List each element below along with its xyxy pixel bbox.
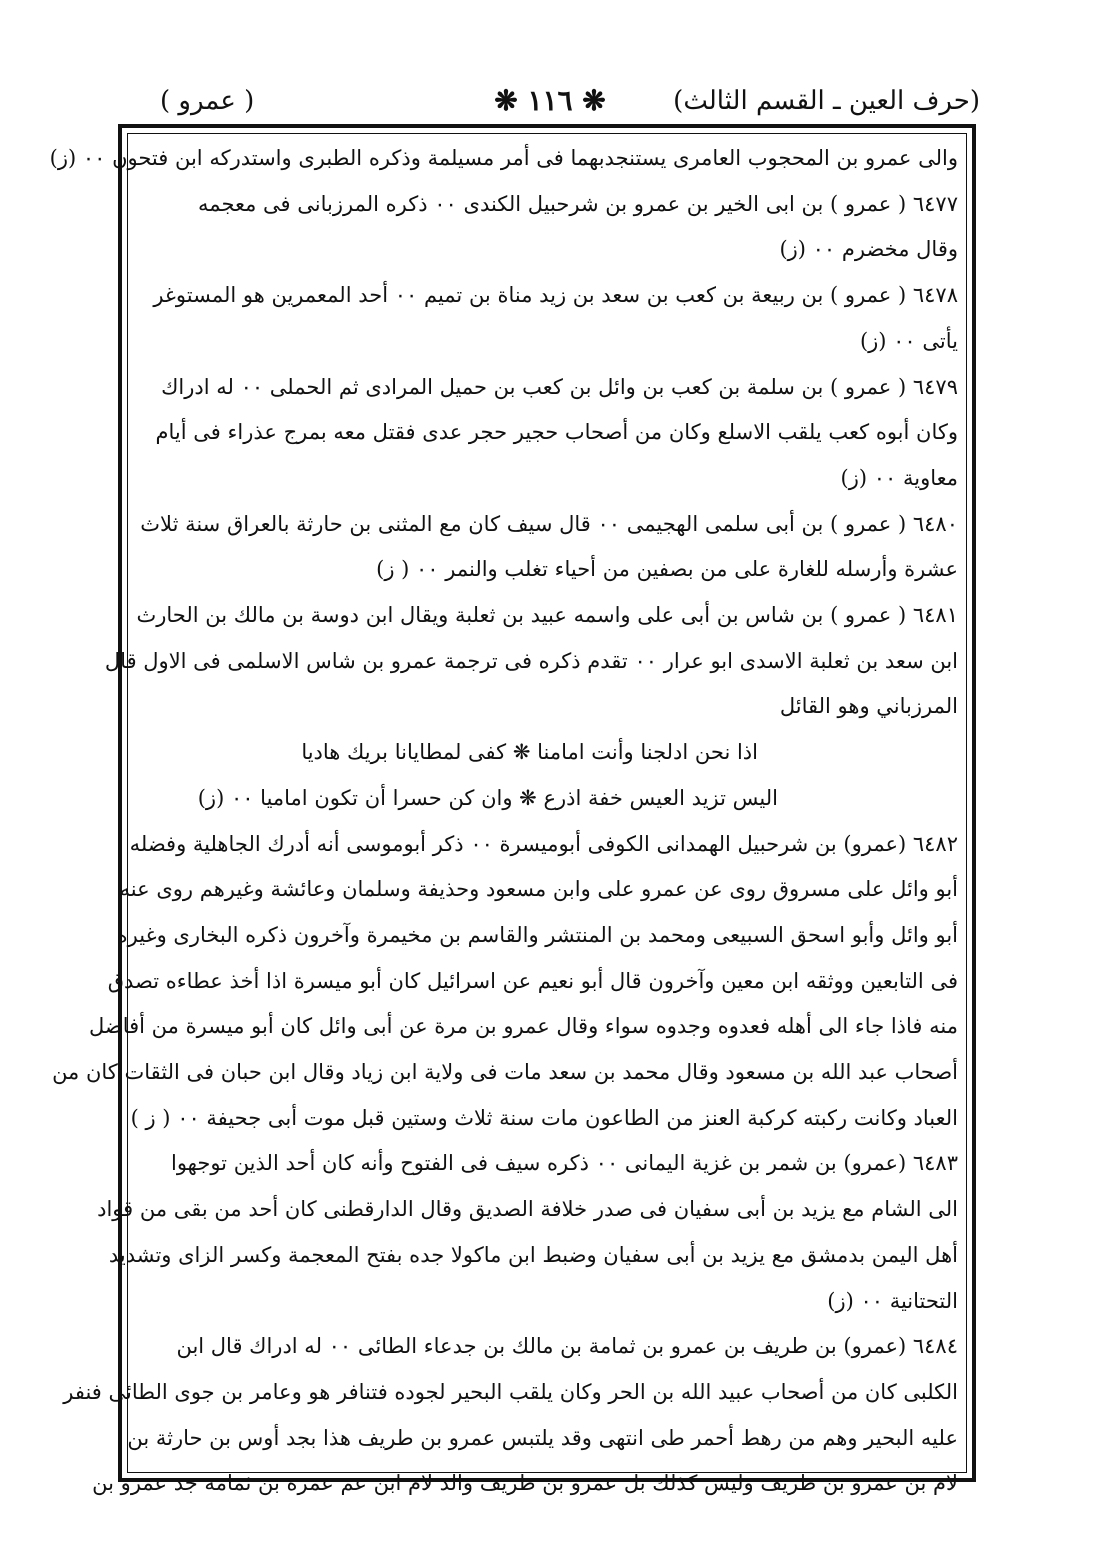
text-line: المرزباني وهو القائل — [779, 694, 958, 719]
entry-6480: ٦٤٨٠ ( عمرو ) بن أبى سلمى الهجيمى ٠٠ قال سيف كان مع المثنى بن حارثة بالعراق سنة ثلاث — [140, 511, 958, 536]
text-line: عليه البحير وهم من رهط أحمر طى انتهى وقد يلتبس عمرو بن طريف هذا بجد أوس بن حارثة بن — [127, 1425, 958, 1450]
entry-6478: ٦٤٧٨ ( عمرو ) بن ربيعة بن كعب بن سعد بن زيد مناة بن تميم ٠٠ أحد المعمرين هو المستوغر — [153, 283, 958, 308]
text-line: منه فاذا جاء الى أهله فعدوه وجدوه سواء وقال عمرو بن مرة عن أبى وائل كان أبو ميسرة من أفاضل — [88, 1014, 958, 1039]
text-line: فى التابعين ووثقه ابن معين وآخرون قال أبو نعيم عن اسرائيل كان أبو ميسرة اذا أخذ عطاءه تصدق — [107, 968, 958, 993]
text-line: أهل اليمن بدمشق مع يزيد بن أبى سفيان وضبط ابن ماكولا جده بفتح المعجمة وكسر الزاى وتشديد — [108, 1242, 958, 1267]
text-line: أبو وائل على مسروق روى عن عمرو على وابن مسعود وحذيفة وسلمان وعائشة وغيرهم روى عنه — [119, 877, 958, 902]
text-line: عشرة وأرسله للغارة على من بصفين من أحياء تغلب والنمر ٠٠ ( ز) — [376, 557, 958, 582]
entry-6483: ٦٤٨٣ (عمرو) بن شمر بن غزية اليمانى ٠٠ ذكره سيف فى الفتوح وأنه كان أحد الذين توجهوا — [170, 1151, 958, 1176]
entry-6482: ٦٤٨٢ (عمرو) بن شرحبيل الهمدانى الكوفى أبوميسرة ٠٠ ذكر أبوموسى أنه أدرك الجاهلية وفضله — [129, 831, 958, 856]
entry-6481: ٦٤٨١ ( عمرو ) بن شاس بن أبى على واسمه عبيد بن ثعلبة ويقال ابن دوسة بن مالك بن الحارث — [136, 603, 958, 628]
text-line: العباد وكانت ركبته كركبة العنز من الطاعون مات سنة ثلاث وستين قبل موت أبى جحيفة ٠٠ ( ز ) — [130, 1105, 958, 1130]
text-line: وكان أبوه كعب يلقب الاسلع وكان من أصحاب حجير حجر عدى فقتل معه بمرج عذراء فى أيام — [155, 420, 958, 445]
entry-6484: ٦٤٨٤ (عمرو) بن طريف بن عمرو بن ثمامة بن مالك بن جدعاء الطائى ٠٠ له ادراك قال ابن — [176, 1334, 958, 1359]
body-text — [49, 136, 970, 1507]
poem-verse-1: اذا نحن ادلجنا وأنت امامنا ❋ كفى لمطايانا بريك هاديا — [301, 740, 758, 765]
text-line: وقال مخضرم ٠٠ (ز) — [779, 237, 958, 262]
entry-6477: ٦٤٧٧ ( عمرو ) بن ابى الخير بن عمرو بن شرحبيل الكندى ٠٠ ذكره المرزبانى فى معجمه — [198, 191, 958, 216]
text-line: معاوية ٠٠ (ز) — [840, 465, 958, 490]
text-line: والى عمرو بن المحجوب العامرى يستنجدبهما فى أمر مسيلمة وذكره الطبرى واستدركه ابن فتحون ٠٠ (ز) — [49, 146, 958, 170]
page-header — [120, 82, 980, 122]
text-line: أبو وائل وأبو اسحق السبيعى ومحمد بن المنتشر والقاسم بن مخيمرة وآخرون ذكره البخارى وغيره — [116, 922, 958, 947]
text-line: الكلبى كان من أصحاب عبيد الله بن الحر وكان يلقب البحير لجوده فتنافر هو وعامر بن جوى الطائى فنفر — [63, 1379, 958, 1404]
running-head: ( عمرو ) — [160, 86, 255, 116]
entry-6479: ٦٤٧٩ ( عمرو ) بن سلمة بن كعب بن وائل بن كعب بن حميل المرادى ثم الحملى ٠٠ له ادراك — [161, 374, 958, 399]
text-line: يأتى ٠٠ (ز) — [859, 328, 958, 353]
text-line: الى الشام مع يزيد بن أبى سفيان فى صدر خلافة الصديق وقال الدارقطنى كان أحد من بقى من قواد — [97, 1197, 958, 1222]
section-title: (حرف العين ـ القسم الثالث) — [673, 86, 980, 116]
text-line: التحتانية ٠٠ (ز) — [827, 1288, 958, 1313]
page-number: ❋ ١١٦ ❋ — [494, 84, 606, 117]
poem-verse-2: اليس تزيد العيس خفة اذرع ❋ وان كن حسرا أن تكون اماميا ٠٠ (ز) — [197, 785, 778, 810]
text-line: ابن سعد بن ثعلبة الاسدى ابو عرار ٠٠ تقدم ذكره فى ترجمة عمرو بن شاس الاسلمى فى الاول قال — [104, 648, 958, 673]
text-line: أصحاب عبد الله بن مسعود وقال محمد بن سعد مات فى ولاية ابن زياد وقال ابن حبان فى الثقات كان من — [52, 1060, 958, 1085]
text-line: لام بن عمرو بن طريف وليس كذلك بل عمرو بن طريف والد لام ابن عم عمرة بن ثمامة جد عمرو بن — [92, 1471, 958, 1496]
